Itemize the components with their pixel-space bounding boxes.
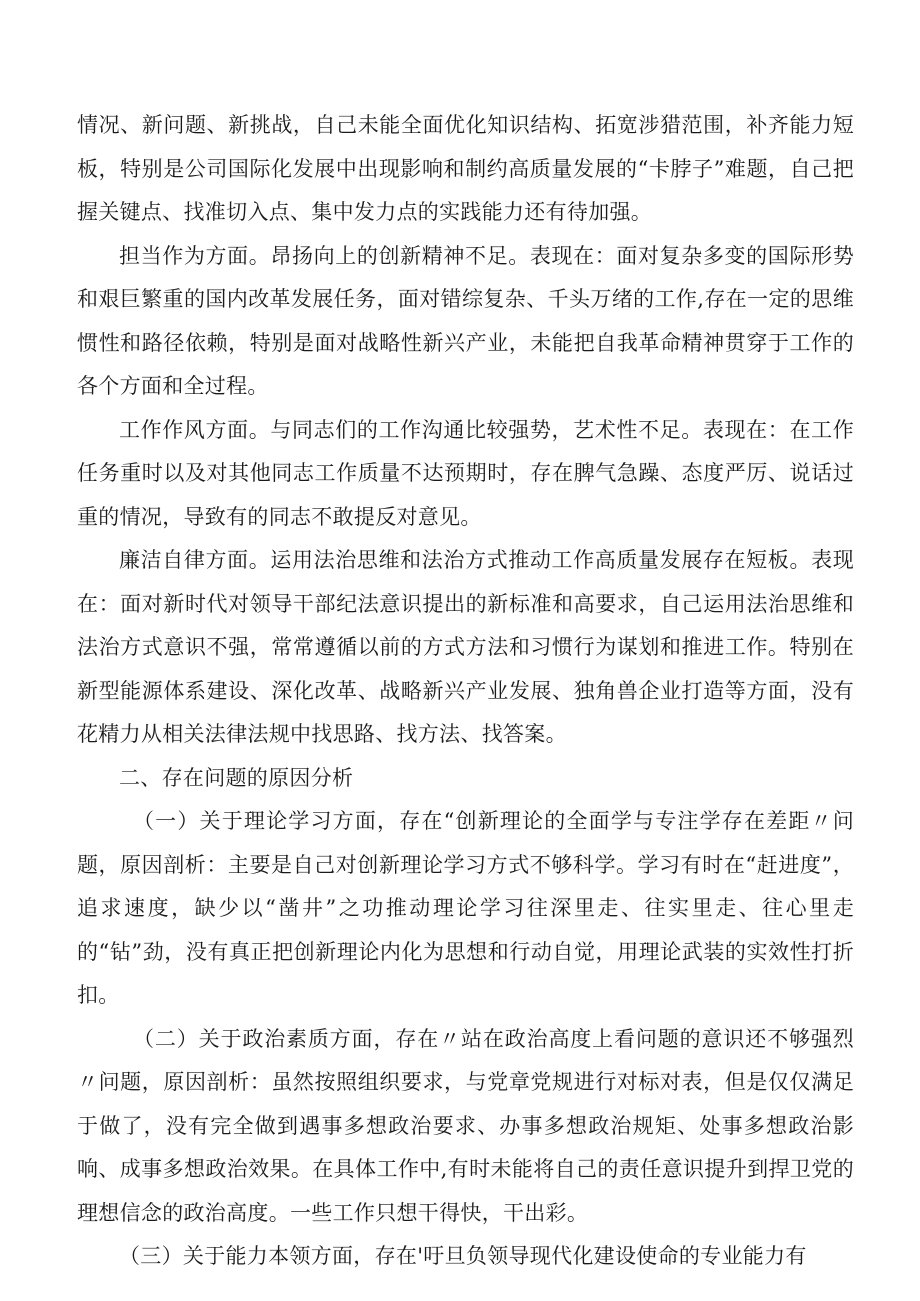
section-heading: 二、存在问题的原因分析 <box>119 765 354 790</box>
paragraph-continuation: 情况、新问题、新挑战，自己未能全面优化知识结构、拓宽涉猎范围，补齐能力短板，特别是公司国际化发展中出现影响和制约高质量发展的“卡脖子”难题，自己把握关键点、找准切入点、集中发力点的实践能力还有待加强。 <box>77 113 854 224</box>
paragraph-work-style: 工作作风方面。与同志们的工作沟通比较强势，艺术性不足。表现在：在工作任务重时以及对其他同志工作质量不达预期时，存在脾气急躁、态度严厉、说话过重的情况，导致有的同志不敢提反对意见。 <box>77 417 854 529</box>
paragraph-ability: （三）关于能力本领方面，存在'吁旦负领导现代化建设使命的专业能力有 <box>119 1244 807 1268</box>
paragraph-political-quality: （二）关于政治素质方面，存在〃站在政治高度上看问题的意识还不够强烈〃问题，原因剖析：虽然按照组织要求，与党章党规进行对标对表，但是仅仅满足于做了，没有完全做到遇事多想政治要求、办事多想政治规矩、处事多想政治影响、成事多想政治效果。在具体工作中,有时未能将自己的责任意识提升到捍卫党的理想信念的政治高度。一些工作只想干得快，干出彩。 <box>77 1026 854 1225</box>
paragraph-theory-study: （一）关于理论学习方面，存在“创新理论的全面学与专注学存在差距〃问题，原因剖析：主要是自己对创新理论学习方式不够科学。学习有时在“赶进度”，追求速度，缺少以“凿井”之功推动理论学习往深里走、往实里走、往心里走的“钻”劲，没有真正把创新理论内化为思想和行动自觉，用理论武装的实效性打折扣。 <box>77 809 854 1007</box>
paragraph-integrity: 廉洁自律方面。运用法治思维和法治方式推动工作高质量发展存在短板。表现在：面对新时代对领导干部纪法意识提出的新标准和高要求，自己运用法治思维和法治方式意识不强，常常遵循以前的方式方法和习惯行为谋划和推进工作。特别在新型能源体系建设、深化改革、战略新兴产业发展、独角兽企业打造等方面，没有花精力从相关法律法规中找思路、找方法、找答案。 <box>77 548 854 746</box>
paragraph-responsibility: 担当作为方面。昂扬向上的创新精神不足。表现在：面对复杂多变的国际形势和艰巨繁重的国内改革发展任务，面对错综复杂、千头万绪的工作,存在一定的思维惯性和路径依赖，特别是面对战略性新兴产业，未能把自我革命精神贯穿于工作的各个方面和全过程。 <box>77 243 854 398</box>
